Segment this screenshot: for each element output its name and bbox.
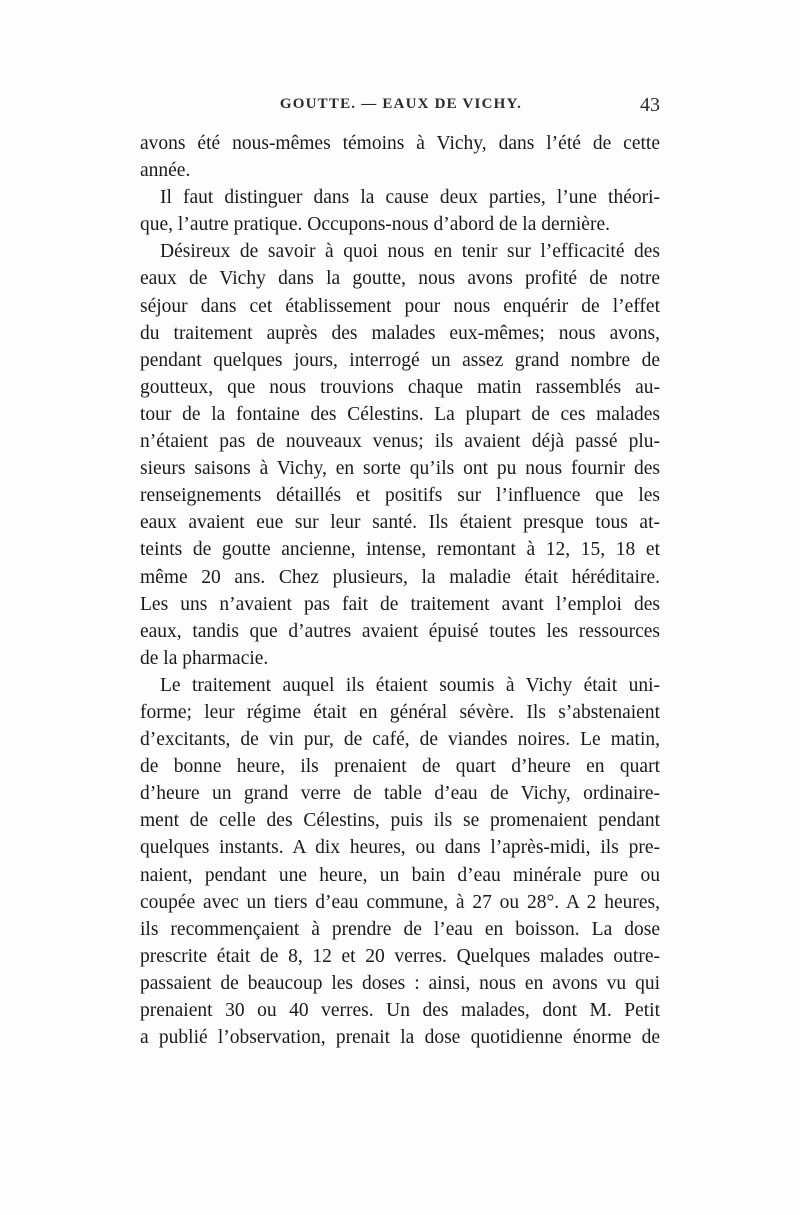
text-line: Désireux de savoir à quoi nous en tenir sur l’efficacité des bbox=[160, 241, 660, 263]
text-line: séjour dans cet établissement pour nous enquérir de l’effet bbox=[140, 295, 660, 317]
text-line: coupée avec un tiers d’eau commune, à 27 ou 28°. A 2 heures, bbox=[140, 891, 660, 913]
text-line: d’excitants, de vin pur, de café, de viandes noires. Le matin, bbox=[140, 729, 660, 751]
text-line: passaient de beaucoup les doses : ainsi, nous en avons vu qui bbox=[140, 972, 660, 994]
text-line: eaux avaient eue sur leur santé. Ils étaient presque tous at- bbox=[140, 512, 660, 534]
text-line: prescrite était de 8, 12 et 20 verres. Quelques malades outre- bbox=[140, 945, 660, 967]
text-line: d’heure un grand verre de table d’eau de Vichy, ordinaire- bbox=[140, 783, 660, 805]
page-number: 43 bbox=[640, 94, 660, 116]
text-line: sieurs saisons à Vichy, en sorte qu’ils ont pu nous fournir des bbox=[140, 458, 660, 480]
text-line: teints de goutte ancienne, intense, remontant à 12, 15, 18 et bbox=[140, 539, 660, 561]
text-line: ment de celle des Célestins, puis ils se promenaient pendant bbox=[140, 810, 660, 832]
text-line: a publié l’observation, prenait la dose quotidienne énorme de bbox=[140, 1027, 660, 1049]
running-title: GOUTTE. — EAUX DE VICHY. bbox=[279, 96, 523, 112]
body-text bbox=[140, 130, 660, 1051]
text-line: pendant quelques jours, interrogé un assez grand nombre de bbox=[140, 349, 660, 371]
text-line: même 20 ans. Chez plusieurs, la maladie était héréditaire. bbox=[140, 566, 660, 588]
text-line: année. bbox=[140, 160, 191, 182]
text-line: eaux de Vichy dans la goutte, nous avons profité de notre bbox=[140, 268, 660, 290]
text-line: ils recommençaient à prendre de l’eau en boisson. La dose bbox=[140, 918, 660, 940]
text-line: quelques instants. A dix heures, ou dans l’après-midi, ils pre- bbox=[140, 837, 660, 859]
text-line: de la pharmacie. bbox=[140, 647, 269, 669]
text-line: que, l’autre pratique. Occupons-nous d’abord de la dernière. bbox=[140, 214, 610, 236]
text-line: du traitement auprès des malades eux-mêmes; nous avons, bbox=[140, 322, 660, 344]
text-line: Les uns n’avaient pas fait de traitement avant l’emploi des bbox=[140, 593, 660, 615]
text-line: de bonne heure, ils prenaient de quart d’heure en quart bbox=[140, 756, 660, 778]
text-line: renseignements détaillés et positifs sur l’influence que les bbox=[140, 485, 660, 507]
text-line: prenaient 30 ou 40 verres. Un des malades, dont M. Petit bbox=[140, 1000, 660, 1021]
text-line: Le traitement auquel ils étaient soumis à Vichy était uni- bbox=[160, 674, 660, 696]
text-line: forme; leur régime était en général sévère. Ils s’abstenaient bbox=[140, 701, 660, 723]
text-line: avons été nous-mêmes témoins à Vichy, dans l’été de cette bbox=[140, 133, 660, 154]
text-line: n’étaient pas de nouveaux venus; ils avaient déjà passé plu- bbox=[140, 431, 660, 453]
text-line: naient, pendant une heure, un bain d’eau minérale pure ou bbox=[140, 864, 660, 886]
running-head bbox=[142, 96, 660, 126]
text-line: tour de la fontaine des Célestins. La plupart de ces malades bbox=[140, 403, 660, 425]
text-line: eaux, tandis que d’autres avaient épuisé toutes les ressources bbox=[140, 620, 660, 642]
text-line: goutteux, que nous trouvions chaque matin rassemblés au- bbox=[140, 376, 660, 398]
text-line: Il faut distinguer dans la cause deux parties, l’une théori- bbox=[160, 187, 660, 209]
